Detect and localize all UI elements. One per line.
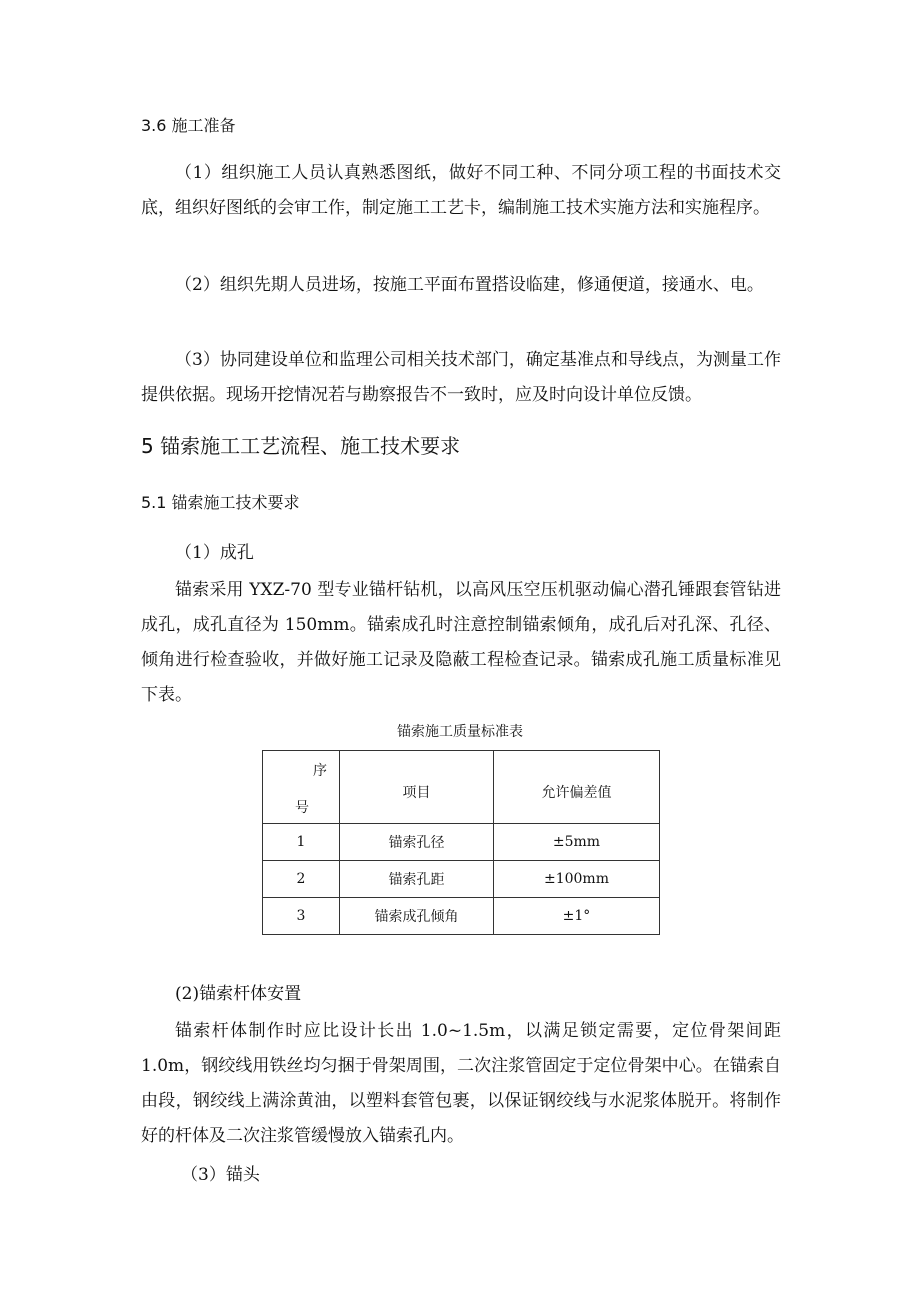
table-caption: 锚索施工质量标准表 <box>397 724 523 740</box>
prep-item-2: （2）组织先期人员进场，按施工平面布置搭设临建，修通便道，接通水、电。 <box>175 275 764 295</box>
drilling-label: （1）成孔 <box>175 543 254 563</box>
cell-item: 锚索孔距 <box>340 861 494 898</box>
header-tolerance-label: 允许偏差值 <box>541 784 612 801</box>
quality-standard-table <box>262 750 660 935</box>
cell-seq: 3 <box>263 898 340 935</box>
cell-item: 锚索孔径 <box>340 824 494 861</box>
prep-item-1: （1）组织施工人员认真熟悉图纸，做好不同工种、不同分项工程的书面技术交底，组织好图纸的会审工作，制定施工工艺卡，编制施工技术实施方法和实施程序。 <box>141 163 781 218</box>
drilling-paragraph: 锚索采用 YXZ-70 型专业锚杆钻机，以高风压空压机驱动偏心潜孔锤跟套管钻进成孔，成孔直径为 150mm。锚索成孔时注意控制锚索倾角，成孔后对孔深、孔径、倾角进行检查验收，并做好施工记录及隐蔽工程检查记录。锚索成孔施工质量标准见下表。 <box>141 580 781 705</box>
table-row <box>263 898 660 935</box>
cell-tolerance: ±1° <box>494 898 660 935</box>
prep-item-3: （3）协同建设单位和监理公司相关技术部门，确定基准点和导线点，为测量工作提供依据。现场开挖情况若与勘察报告不一致时，应及时向设计单位反馈。 <box>141 350 781 405</box>
header-item-label: 项目 <box>402 784 431 801</box>
tendon-label: (2)锚索杆体安置 <box>175 984 302 1004</box>
section-5-1-heading: 5.1 锚索施工技术要求 <box>141 493 300 512</box>
tendon-paragraph: 锚索杆体制作时应比设计长出 1.0~1.5m，以满足锁定需要，定位骨架间距 1.0m，钢绞线用铁丝均匀捆于骨架周围，二次注浆管固定于定位骨架中心。在锚索自由段，钢绞线上满涂黄油，以塑料套管包裹，以保证钢绞线与水泥浆体脱开。将制作好的杆体及二次注浆管缓慢放入锚索孔内。 <box>141 1021 781 1146</box>
section-3-6-heading: 3.6 施工准备 <box>141 116 236 135</box>
table-row <box>263 861 660 898</box>
cell-seq: 2 <box>263 861 340 898</box>
header-seq <box>263 751 340 824</box>
cell-item: 锚索成孔倾角 <box>340 898 494 935</box>
anchor-head-label: （3）锚头 <box>181 1165 260 1185</box>
section-5-heading: 5 锚索施工工艺流程、施工技术要求 <box>141 434 461 458</box>
header-item <box>340 751 494 824</box>
header-seq-part-2: 号 <box>295 800 309 816</box>
cell-seq: 1 <box>263 824 340 861</box>
table-row <box>263 824 660 861</box>
header-seq-part-1: 序 <box>313 763 327 779</box>
header-tolerance <box>494 751 660 824</box>
table-header-row <box>263 751 660 824</box>
cell-tolerance: ±100mm <box>494 861 660 898</box>
cell-tolerance: ±5mm <box>494 824 660 861</box>
